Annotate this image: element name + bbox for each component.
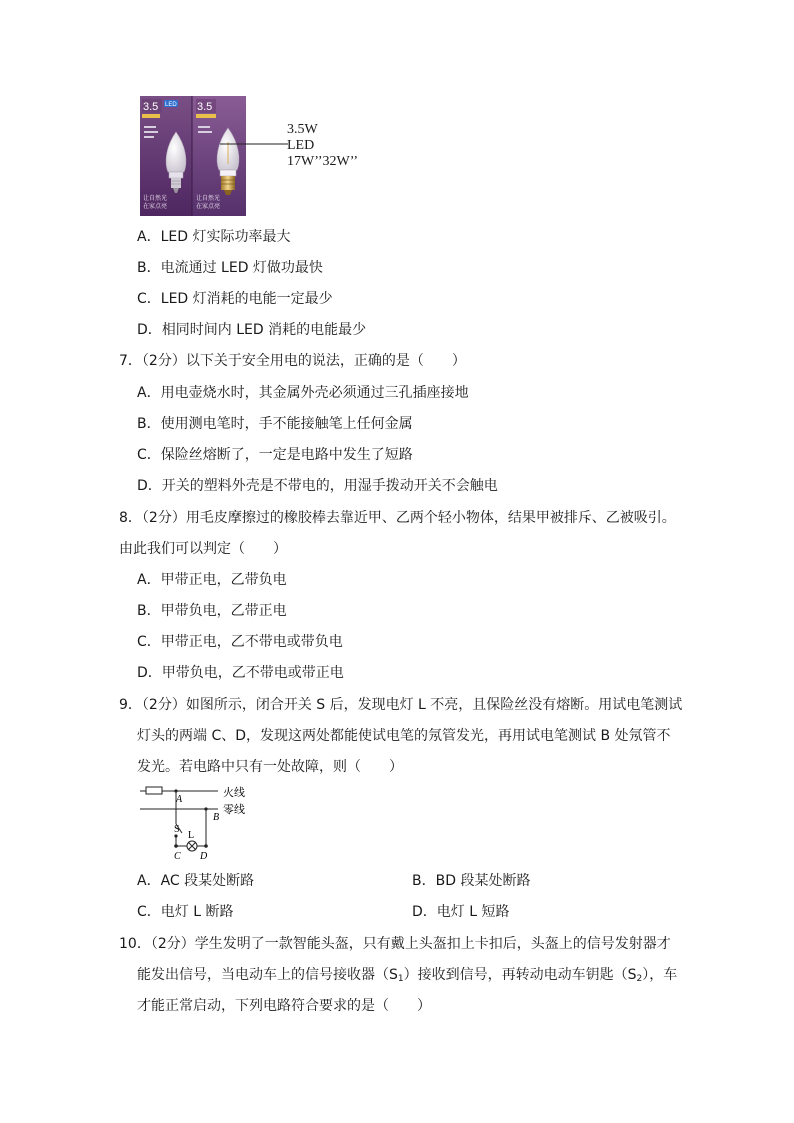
q9-option-a[interactable]: A．AC 段某处断路 [137, 873, 255, 889]
circuit-label-d: D [200, 851, 208, 862]
q10-stem-line-3: 才能正常启动，下列电路符合要求的是（ ） [137, 998, 431, 1014]
circuit-drawing [140, 784, 260, 864]
subscript-2: 2 [636, 974, 643, 984]
box-left-slogan-1: 让自然光 [143, 195, 168, 202]
box-left-wattage: 3.5 [143, 101, 159, 113]
q9-option-b[interactable]: B．BD 段某处断路 [412, 873, 531, 889]
q7-option-b[interactable]: B．使用测电笔时，手不能接触笔上任何金属 [137, 416, 413, 432]
circuit-label-a: A [176, 794, 183, 805]
box-left-slogan-2: 在家点亮 [143, 203, 168, 210]
q8-option-d[interactable]: D．甲带负电，乙不带电或带正电 [137, 665, 344, 681]
box-right-wattage: 3.5 [197, 101, 213, 113]
box-left-led-tag: LED [165, 102, 177, 108]
q9-option-d[interactable]: D．电灯 L 短路 [412, 904, 510, 920]
label-wattage: 3.5W [287, 122, 318, 137]
q9-circuit-diagram [140, 784, 260, 864]
q6-option-a[interactable]: A．LED 灯实际功率最大 [137, 229, 291, 245]
led-bulb-photo [140, 96, 246, 216]
led-bulb-illustration [140, 96, 246, 216]
circuit-label-l: L [188, 830, 195, 841]
q6-option-c[interactable]: C．LED 灯消耗的电能一定最少 [137, 291, 333, 307]
circuit-label-neutral-wire: 零线 [223, 803, 245, 816]
q8-stem-line-1: 8．（2分）用毛皮摩擦过的橡胶棒去靠近甲、乙两个轻小物体，结果甲被排斥、乙被吸引。 [119, 510, 676, 526]
label-led: LED [287, 138, 315, 153]
circuit-label-fire-wire: 火线 [223, 786, 245, 799]
label-comparison-wattage: 17W’’32W’’ [287, 154, 358, 169]
q9-stem-line-1: 9．（2分）如图所示，闭合开关 S 后，发现电灯 L 不亮，且保险丝没有熔断。用试电笔测试 [119, 697, 683, 713]
circuit-label-b: B [213, 812, 220, 823]
q10-line2-part-a: 能发出信号，当电动车上的信号接收器（S [137, 967, 398, 983]
q8-option-a[interactable]: A．甲带正电，乙带负电 [137, 572, 287, 588]
q7-option-a[interactable]: A．用电壶烧水时，其金属外壳必须通过三孔插座接地 [137, 385, 469, 401]
q8-option-b[interactable]: B．甲带负电，乙带正电 [137, 603, 287, 619]
q10-stem-line-1: 10．（2分）学生发明了一款智能头盔，只有戴上头盔扣上卡扣后，头盔上的信号发射器才 [119, 936, 671, 952]
q6-option-d[interactable]: D．相同时间内 LED 消耗的电能最少 [137, 322, 367, 338]
q6-option-b[interactable]: B．电流通过 LED 灯做功最快 [137, 260, 323, 276]
q7-option-d[interactable]: D．开关的塑料外壳是不带电的，用湿手拨动开关不会触电 [137, 478, 498, 494]
circuit-label-s: S [174, 824, 180, 835]
q7-stem: 7．（2分）以下关于安全用电的说法，正确的是（ ） [119, 353, 466, 369]
q9-stem-line-3: 发光。若电路中只有一处故障，则（ ） [137, 759, 403, 775]
q7-option-c[interactable]: C．保险丝熔断了，一定是电路中发生了短路 [137, 447, 413, 463]
label-leader-line [220, 138, 290, 150]
q10-line2-part-c: ），车 [642, 967, 678, 983]
q10-stem-line-2 [137, 965, 677, 989]
circuit-label-c: C [174, 851, 181, 862]
q10-line2-part-b: ）接收到信号，再转动电动车钥匙（S [403, 967, 637, 983]
q9-stem-line-2: 灯头的两端 C、D，发现这两处都能使试电笔的氖管发光，再用试电笔测试 B 处氖管不 [137, 728, 671, 744]
box-right-slogan-1: 让自然光 [196, 195, 221, 202]
q8-option-c[interactable]: C．甲带正电，乙不带电或带负电 [137, 634, 343, 650]
box-right-slogan-2: 在家点亮 [196, 203, 221, 210]
subscript-1: 1 [397, 974, 404, 984]
q9-option-c[interactable]: C．电灯 L 断路 [137, 904, 234, 920]
q8-stem-line-2: 由此我们可以判定（ ） [119, 541, 287, 557]
